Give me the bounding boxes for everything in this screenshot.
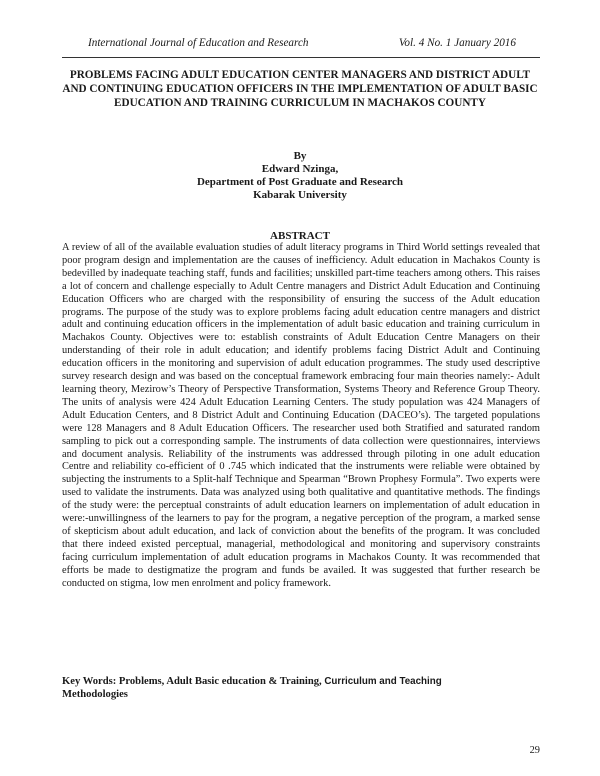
author-university: Kabarak University [253, 189, 347, 201]
abstract-heading: ABSTRACT [270, 230, 330, 242]
author-name: Edward Nzinga, [261, 163, 339, 175]
keywords-part3: Methodologies [62, 689, 128, 700]
keywords-part2: Curriculum and Teaching [324, 676, 442, 687]
journal-name: International Journal of Education and Research [88, 37, 309, 49]
paper-title: PROBLEMS FACING ADULT EDUCATION CENTER MANAGERS AND DISTRICT ADULT AND CONTINUING EDUCATION OFFICERS IN THE IMPLEMENTATION OF ADULT BASIC EDUCATION AND TRAINING CURRICULUM IN MACHAKOS COUNTY [62, 69, 538, 109]
issue-info: Vol. 4 No. 1 January 2016 [398, 37, 516, 49]
header-rule [62, 57, 540, 58]
page-number: 29 [529, 745, 540, 756]
keywords-part1: Problems, Adult Basic education & Training, [116, 676, 325, 687]
author-block [60, 150, 540, 202]
abstract-text: A review of all of the available evaluation studies of adult literacy programs in Third World settings revealed that poor program design and implementation are the causes of inefficiency. Adult education in Machakos County is bedevilled by inadequate teaching staff, funds and facilities; unskilled part-time teachers among others. This raises a lot of concern and challenge especially to Adult Centre managers and District Adult Education and Continuing Education Officers who are charged with the responsibility of ensuring the success of the Adult education programs. The purpose of the study was to explore problems facing adult education centre managers and district adult and continuing education officers in the implementation of adult basic education and training curriculum in Machakos County. Objectives were to: establish constraints of Adult Education Centre Managers on their understanding of their role in adult education; and identify problems facing District Adult and Continuing education officers in the monitoring and supervision of adult education programmes. The study used descriptive survey research design and was based on the conceptual framework embracing four main theories namely:- Adult learning theory, Mezirow’s Theory of Perspective Transformation, Systems Theory and Reference Group Theory. The units of analysis were 424 Adult Education Learning Centers. The study population was 424 Managers of Adult Education Centers, and 8 District Adult and Continuing Education (DACEO’s). The targeted populations were 128 Managers and 8 Adult Education Officers. The researcher used both Stratified and saturated random sampling to pick out a corresponding sample. The instruments of data collection were questionnaires, interviews and document analysis. Reliability of the instruments was addressed through piloting in one adult education Centre and reliability co-efficient of 0 .745 which indicated that the instruments were reliable were obtained by subjecting the instruments to a Split-half Technique and Spearman “Brown Prophesy Formula”. Two experts were used to validate the instruments. Data was analyzed using both qualitative and quantitative methods. The findings of the study were: the perceptual constraints of adult education learners on implementation of adult education in were:-unwillingness of the learners to pay for the program, a negative perception of the program, a marked sense of skepticism about adult education, and lack of conviction about the benefits of the program. It was concluded that there indeed existed perceptual, managerial, methodological and monitoring and supervisory constraints facing curriculum implementation of adult education programs in Machakos County. It was recommended that efforts be made to destigmatize the program and funds be availed. It was suggested that further research be conducted on stigma, low men enrolment and policy framework. [62, 242, 540, 589]
keywords [62, 675, 540, 701]
keywords-label: Key Words: [62, 676, 117, 687]
author-department: Department of Post Graduate and Research [196, 176, 404, 188]
author-by: By [293, 150, 307, 162]
running-header [88, 37, 516, 49]
